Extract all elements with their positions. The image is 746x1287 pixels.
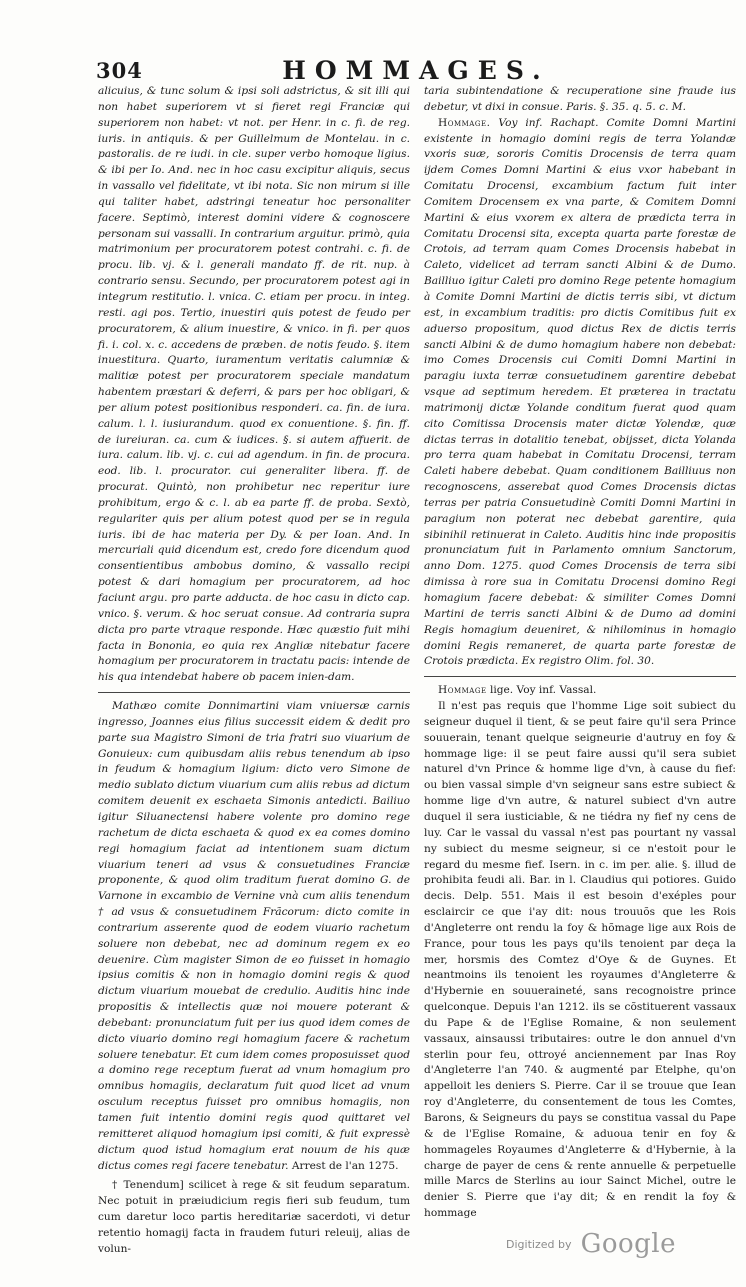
right-paragraph-1: taria subintendatione & recuperatione sine fraude ius debetur, vt dixi in consue. Paris. §. 35. q. 5. c. M. [424, 85, 736, 113]
right-paragraph-3: Il n'est pas requis que l'homme Lige soit subiect du seigneur duquel il tient, & se peut faire qu'il sera Prince souuerain, tenant quelque seigneurie d'autruy en foy & hommage lige: il se peut faire aussi qu'il sera subiet naturel d'vn Prince & homme lige d'vn, à cause du fief: ou bien vassal simple d'vn seigneur sans estre subiect & homme lige d'vn autre, & naturel subiect d'vn autre duquel il sera iusticiable, & ne tiédra ny fief ny cens de luy. Car le vassal du vassal n'est pas pourtant ny vassal ny subiect du mesme seigneur, si ce n'estoit pour le regard du mesme fief. Isern. in c. im per. alie. §. illud de prohibita feudi ali. Bar. in l. Claudius qui potiores. Guido decis. Delp. 551. Mais il est besoin d'exéples pour esclaircir ce que i'ay dit: nous trouuõs que les Rois d'Angleterre ont rendu la foy & hõmage lige aux Rois de France, pour tous les pays qu'ils tenoient par deça la mer, horsmis des Comtez d'Oye & de Guynes. Et neantmoins ils tenoient les royaumes d'Angleterre & d'Hybernie en souueraineté, sans recognoistre prince quelconque. Depuis l'an 1212. ils se cõstituerent vassaux du Pape & de l'Eglise Romaine, & non seulement vassaux, ainsaussi tributaires: outre le don annuel d'vn sterlin pour feu, ottroyé anciennement par Inas Roy d'Angleterre l'an 740. & augmenté par Etelphe, qu'on appelloit les deniers S. Pierre. Car il se trouue que Iean roy d'Angleterre, du consentement de tous les Comtes, Barons, & Seigneurs du pays se constitua vassal du Pape & de l'Eglise Romaine, & aduoua tenir en foy & hommageles Royaumes d'Angleterre & d'Hybernie, à la charge de payer de cens & rente annuelle & perpetuelle mille Marcs de Sterlins au iour Sainct Michel, outre le denier S. Pierre que i'ay dit; & en rendit la foy & hommage [424, 700, 736, 1220]
left-column [98, 84, 410, 1258]
running-title: HOMMAGES. [282, 56, 550, 85]
section-divider [424, 676, 736, 677]
right-paragraph-2-reference: Ex registro Olim. fol. 30. [521, 655, 655, 668]
left-paragraph-2-text: Mathæo comite Donnimartini viam vniuersæ carnis ingresso, Joannes eius filius successit eidem & dedit pro parte sua Magistro Simoni de tria fratri suo viuarium de Gonuieux: cum quibusdam aliis rebus tenendum ab ipso in feudum & homagium ligium: dicto vero Simone de medio sublato dictum viuarium cum aliis rebus ad dictum comitem deuenit ex eschaeta Simonis antedicti. Bailiuo igitur Siluanectensi habere volente pro domino rege rachetum de dicta eschaeta & quod ex ea comes domino regi homagium faciat ad intentionem suam dictum viuarium teneri ad vsus & consuetudines Franciæ proponente, & quod olim traditum fuerat domino G. de Varnone in excambio de Vernine vnà cum aliis tenendum † ad vsus & consuetudinem Frãcorum: dicto comite in contrarium asserente quod de eodem viuario rachetum soluere non debebat, nec ad dominum regem ex eo deuenire. Cùm magister Simon de eo fuisset in homagio ipsius comitis & non in homagio domini regis & quod dictum viuarium mouebat de credulio. Auditis hinc inde propositis & intellectis quæ noi mouere poterant & debebant: pronunciatum fuit per ius quod idem comes de dicto viuario domino regi homagium facere & rachetum soluere tenebatur. Et cum idem comes proposuisset quod a domino rege receptum fuerat ad vnum homagium pro omnibus homagiis, declaratum fuit quod licet ad vnum osculum receptus fuisset pro omnibus homagiis, non tamen fuit intentio domini regis quod quittaret vel remitteret aliquod homagium ipsi comiti, & fuit expressè dictum quod istud homagium erat nouum de his quæ dictus comes regi facere tenebatur. [98, 700, 410, 1172]
left-paragraph-3: † Tenendum] scilicet à rege & sit feudum separatum. Nec potuit in præiudicium regis fieri sub feudum, tum cum daretur loco partis hereditariæ sacerdoti, vi detur retentio homagij facta in fraudem futuri releuij, alias de volun- [98, 1179, 410, 1255]
entry-heading-hommage-lige [424, 683, 736, 699]
right-paragraph-2-text: Voy inf. Rachapt. Comite Domni Martini existente in homagio domini regis de terra Yolandæ vxoris suæ, sororis Comitis Drocensis de terra quam ijdem Comes Domni Martini & eius vxor habebant in Comitatu Drocensi, excambium factum fuit inter Comitem Drocensem ex vna parte, & Comitem Domni Martini & eius vxorem ex altera de prædicta terra in Comitatu Drocensi sita, excepta quarta parte forestæ de Crotois, ad terram quam Comes Drocensis habebat in Caleto, videlicet ad terram sancti Albini & de Dumo. Bailliuo igitur Caleti pro domino Rege petente homagium à Comite Domni Martini de dictis terris sibi, vt dictum est, in excambium traditis: pro dictis Comitibus fuit ex aduerso propositum, quod dictus Rex de dictis terris sancti Albini & de dumo homagium habere non debebat: imo Comes Drocensis cui Comiti Domni Martini in paragiu iuxta terræ consuetudinem garentire debebat vsque ad septimum heredem. Et præterea in tractatu matrimonij dictæ Yolande conditum fuerat quod quam cito Comitissa Drocensis mater dictæ Yolendæ, quæ dictas terras in dotalitio tenebat, obijsset, dicta Yolanda pro terra quam habebat in Comitatu Drocensi, terram Caleti habere debebat. Quam conditionem Bailliuus non recognoscens, asserebat quod Comes Drocensis dictas terras per patria Consuetudinè Comiti Domni Martini in paragium non poterat nec debebat garentire, quia sibinihil retinuerat in Caleto. Auditis hinc inde propositis pronunciatum fuit in Parlamento omnium Sanctorum, anno Dom. 1275. quod Comes Drocensis de terra sibi dimissa à rore sua in Comitatu Drocensi domino Regi homagium facere debebat: & similiter Comes Domni Martini de terris sancti Albini & de Dumo ad domini Regis homagium deueniret, & nihilominus in homagio domini Regis remaneret, de quarta parte forestæ de Crotois prædicta. [424, 116, 737, 668]
entry-heading-word: Hommage [438, 684, 487, 697]
page-number: 304 [96, 58, 143, 83]
left-paragraph-1: alicuius, & tunc solum & ipsi soli adstrictus, & sit illi qui non habet superiorem vt si fieret regi Franciæ qui superiorem non habet: vt not. per Henr. in c. fi. de reg. iuris. in antiquis. & per Guillelmum de Montelau. in c. pastoralis. de re iudi. in cle. super verbo homoque ligius. & ibi per Io. And. nec in hoc casu excipitur aliquis, secus in vassallo vel fidelitate, vt ibi nota. Sic non mirum si ille qui taliter habet, adstringi teneatur hoc personaliter facere. Septimò, interest domini videre & cognoscere personam sui vassalli. In contrarium arguitur. primò, quia matrimonium per procuratorem potest contrahi. c. fi. de procu. lib. vj. & l. generali mandato ff. de rit. nup. à contrario sensu. Secundo, per procuratorem potest agi in integrum restitutio. l. vnica. C. etiam per procu. in integ. resti. agi pos. Tertio, inuestiri quis potest de feudo per procuratorem, & alium inuestire, & vnico. in fi. per quos fi. i. col. x. c. accedens de præben. de notis feudo. §. item inuestitura. Quarto, iuramentum veritatis calumniæ & malitiæ potest per procuratorem speciale mandatum habentem præstari & deferri, & pars per hoc obligari, & per alium potest positionibus responderi. ca. fin. de iura. calum. l. l. iusiurandum. quod ex conuentione. §. fin. ff. de iureiuran. ca. cum & iudices. §. si autem affuerit. de iura. calum. lib. vj. c. cui ad agendum. in fin. de procura. eod. lib. l. procurator. cui generaliter libera. ff. de procurat. Quintò, non prohibetur nec reperitur iure prohibitum, ergo & c. l. ab ea parte ff. de proba. Sextò, regulariter quis per alium potest quod per se in regula iuris. ibi de hac materia per Dy. & per Ioan. And. In mercuriali quid dicendum est, credo fore dicendum quod consentientibus ambobus domino, & vassallo recipi potest & dari homagium per procuratorem, ad hoc faciunt argu. pro parte adducta. de hoc casu in dicto cap. vnico. §. verum. & hoc seruat consue. Ad contraria supra dicta pro parte vtraque responde. Hæc quæstio fuit mihi facta in Bononia, eo quia rex Angliæ nitebatur facere homagium per procuratorem in tractatu pacis: intende de his qua intendebat habere ob pacem inien-dam. [98, 85, 410, 684]
google-logo: Google [580, 1229, 676, 1259]
watermark-prefix: Digitized by [506, 1237, 572, 1251]
entry-heading-hommage: Hommage. [438, 116, 491, 129]
left-paragraph-2 [98, 699, 410, 1174]
entry-heading-rest: lige. Voy inf. Vassal. [489, 684, 597, 697]
section-divider [98, 692, 410, 693]
google-watermark [436, 1229, 676, 1269]
right-paragraph-2 [424, 116, 736, 671]
right-column [424, 84, 736, 1222]
left-paragraph-2-reference: Arrest de l'an 1275. [291, 1159, 399, 1172]
